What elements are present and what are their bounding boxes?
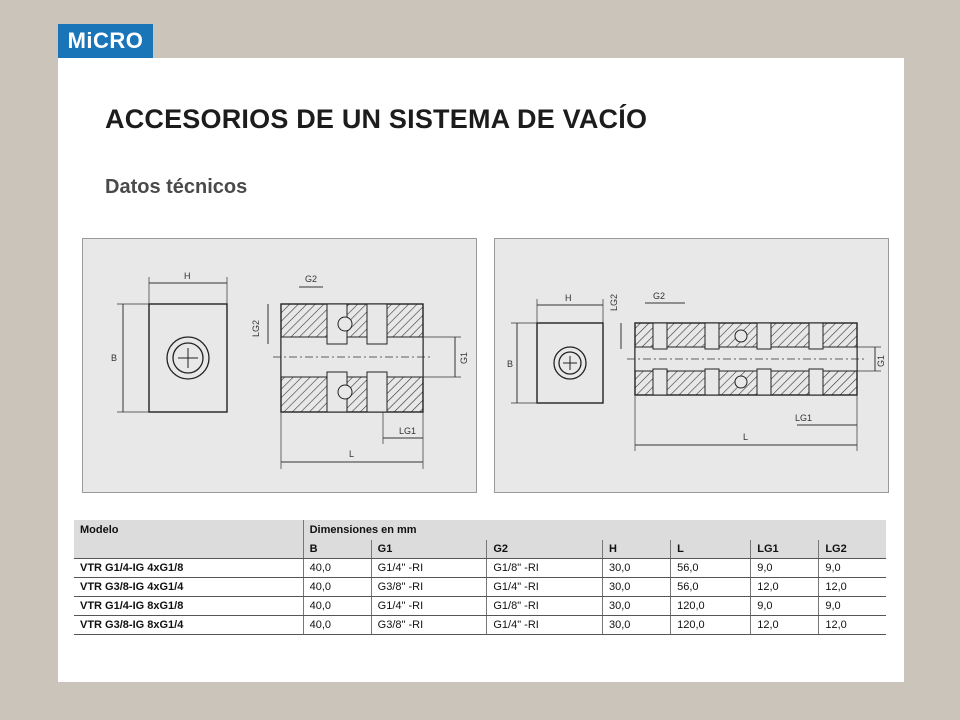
header-col-G2: G2 <box>487 540 603 559</box>
cell-H: 30,0 <box>603 578 671 597</box>
cell-G2: G1/8" -RI <box>487 559 603 578</box>
dim-B-label-right: B <box>507 359 514 369</box>
cell-H: 30,0 <box>603 616 671 635</box>
header-col-H: H <box>603 540 671 559</box>
brand-logo: MiCRO <box>58 24 153 58</box>
dim-L-label: L <box>349 449 355 459</box>
drawing-8-port-svg <box>495 239 888 492</box>
cell-G1: G1/4" -RI <box>371 559 487 578</box>
dim-H-label: H <box>184 271 191 281</box>
table-row <box>74 559 886 578</box>
header-col-LG1: LG1 <box>751 540 819 559</box>
cell-L: 120,0 <box>671 616 751 635</box>
cell-LG2: 9,0 <box>819 559 886 578</box>
cell-G2: G1/8" -RI <box>487 597 603 616</box>
table-row <box>74 597 886 616</box>
table-column-header-row <box>74 540 886 559</box>
row-model: VTR G3/8-IG 4xG1/4 <box>74 578 303 597</box>
cell-B: 40,0 <box>303 616 371 635</box>
cell-L: 120,0 <box>671 597 751 616</box>
table-row <box>74 578 886 597</box>
header-col-LG2: LG2 <box>819 540 886 559</box>
header-model: Modelo <box>74 520 303 540</box>
dim-LG1-label: LG1 <box>399 426 417 436</box>
cell-LG1: 9,0 <box>751 559 819 578</box>
cell-G1: G3/8" -RI <box>371 578 487 597</box>
table-group-header-row <box>74 520 886 540</box>
row-model: VTR G1/4-IG 4xG1/8 <box>74 559 303 578</box>
cell-B: 40,0 <box>303 559 371 578</box>
dim-LG1-label-right: LG1 <box>795 413 813 423</box>
page-subtitle: Datos técnicos <box>105 176 248 198</box>
header-model-spacer <box>74 540 303 559</box>
cell-LG2: 9,0 <box>819 597 886 616</box>
row-model: VTR G1/4-IG 8xG1/8 <box>74 597 303 616</box>
cell-G1: G3/8" -RI <box>371 616 487 635</box>
dim-LG2-label-right: LG2 <box>609 293 619 311</box>
specs-table-wrapper <box>74 520 886 635</box>
cell-L: 56,0 <box>671 559 751 578</box>
dim-LG2-label: LG2 <box>251 319 261 337</box>
table-row <box>74 616 886 635</box>
dim-G1-label-right: G1 <box>876 354 886 367</box>
cell-LG1: 12,0 <box>751 578 819 597</box>
dim-B-label: B <box>111 353 118 363</box>
cell-LG2: 12,0 <box>819 578 886 597</box>
header-col-G1: G1 <box>371 540 487 559</box>
cell-LG1: 9,0 <box>751 597 819 616</box>
row-model: VTR G3/8-IG 8xG1/4 <box>74 616 303 635</box>
cell-H: 30,0 <box>603 597 671 616</box>
drawing-4-port-svg <box>83 239 476 492</box>
header-dimensions: Dimensiones en mm <box>303 520 886 540</box>
cell-G1: G1/4" -RI <box>371 597 487 616</box>
cell-B: 40,0 <box>303 597 371 616</box>
header-col-B: B <box>303 540 371 559</box>
drawing-4-port-distributor <box>82 238 477 493</box>
dim-L-label-right: L <box>743 432 749 442</box>
dim-G2-label-right: G2 <box>653 291 666 301</box>
cell-LG1: 12,0 <box>751 616 819 635</box>
cell-LG2: 12,0 <box>819 616 886 635</box>
cell-G2: G1/4" -RI <box>487 578 603 597</box>
dim-H-label-right: H <box>565 293 572 303</box>
dim-G1-label: G1 <box>459 351 469 364</box>
header-col-L: L <box>671 540 751 559</box>
cell-B: 40,0 <box>303 578 371 597</box>
cell-L: 56,0 <box>671 578 751 597</box>
specs-table <box>74 520 886 635</box>
page-title: ACCESORIOS DE UN SISTEMA DE VACÍO <box>105 104 648 134</box>
cell-G2: G1/4" -RI <box>487 616 603 635</box>
dim-G2-label: G2 <box>305 274 318 284</box>
cell-H: 30,0 <box>603 559 671 578</box>
slide-content <box>58 58 904 682</box>
drawing-8-port-distributor <box>494 238 889 493</box>
